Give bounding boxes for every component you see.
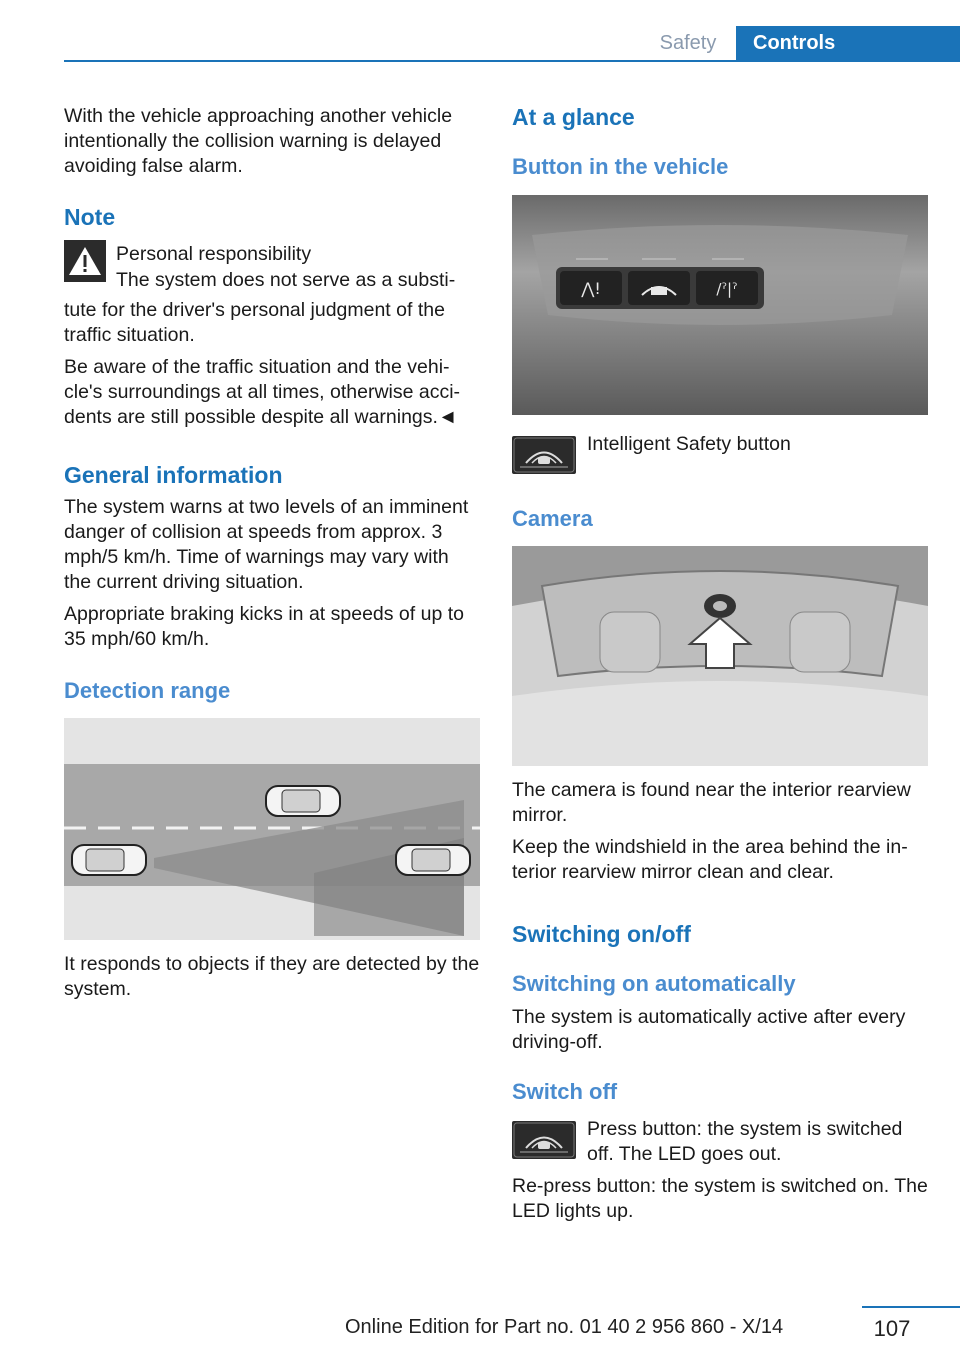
general-info-heading: General information (64, 462, 283, 488)
switching-on-auto-heading: Switching on automatically (512, 971, 796, 996)
camera-paragraph-2: Keep the windshield in the area behind the in-terior rearview mirror clean and clear. (512, 836, 908, 883)
button-panel-photo (512, 195, 928, 415)
switching-on-auto-text: The system is automatically active after every driving-off. (512, 1006, 906, 1053)
note-paragraph-2: Be aware of the traffic situation and the vehi-cle's surroundings at all times, otherwise acci-dents are still possible despite all warnings.◄ (64, 356, 461, 428)
camera-heading: Camera (512, 506, 593, 531)
note-line2: tute for the driver's personal judgment of the traffic situation. (64, 299, 445, 346)
svg-text:⋀!: ⋀! (581, 279, 601, 298)
note-heading: Note (64, 204, 116, 230)
tab-safety[interactable]: Safety (659, 32, 717, 54)
header-rule (64, 60, 960, 62)
car-top (266, 786, 340, 816)
svg-text:/ˀ|ˀ: /ˀ|ˀ (716, 280, 738, 298)
camera-paragraph-1: The camera is found near the interior rearview mirror. (512, 779, 911, 826)
page-number: 107 (873, 1316, 911, 1341)
footer-rule (862, 1306, 960, 1308)
switch-off-heading: Switch off (512, 1079, 618, 1104)
tab-controls[interactable]: Controls (736, 26, 960, 62)
detection-range-illustration (64, 718, 480, 940)
intelligent-safety-button-icon (512, 436, 576, 474)
footer-edition: Online Edition for Part no. 01 40 2 956 860 - X/14 (345, 1316, 784, 1338)
general-info-paragraph-1: The system warns at two levels of an imminent danger of collision at speeds from approx. 3 mph/5 km/h. Time of warnings may vary with the current driving situation. (64, 496, 469, 593)
note-title: Personal responsibility (116, 243, 312, 265)
at-a-glance-heading: At a glance (512, 104, 635, 130)
re-press-text: Re-press button: the system is switched on. The LED lights up. (512, 1175, 928, 1222)
warning-icon (64, 240, 106, 282)
intro-paragraph: With the vehicle approaching another vehicle intentionally the collision warning is delayed avoiding false alarm. (64, 105, 453, 177)
detection-caption: It responds to objects if they are detected by the system. (64, 953, 480, 1000)
switch-off-text: Press button: the system is switched off. The LED goes out. (587, 1118, 903, 1165)
intelligent-safety-button-icon-2 (512, 1121, 576, 1159)
general-info-paragraph-2: Appropriate braking kicks in at speeds of up to 35 mph/60 km/h. (64, 603, 464, 650)
button-in-vehicle-heading: Button in the vehicle (512, 154, 729, 179)
switching-heading: Switching on/off (512, 921, 691, 947)
detection-range-heading: Detection range (64, 678, 231, 703)
intelligent-safety-caption: Intelligent Safety button (587, 433, 791, 455)
note-line1: The system does not serve as a substi- (116, 269, 456, 291)
camera-location-photo (512, 546, 928, 766)
